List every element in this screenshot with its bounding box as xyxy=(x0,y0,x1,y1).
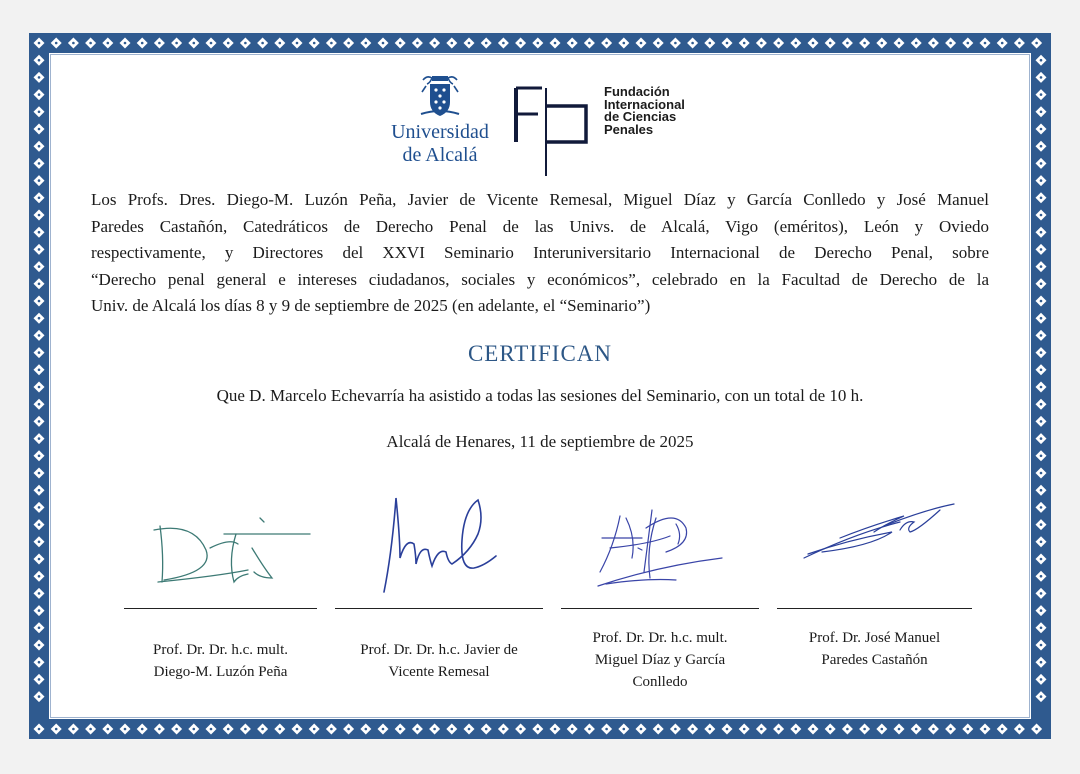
signatory-line: Prof. Dr. Dr. h.c. Javier de xyxy=(360,642,518,658)
signatory-paredes xyxy=(777,627,972,671)
intro-line: Paredes Castañón, Catedráticos de Derecho Penal de las Univs. de Alcalá, Vigo (eméritos), León y Oviedo xyxy=(91,216,989,236)
signatory-line: Paredes Castañón xyxy=(821,652,928,668)
signatory-line: Vicente Remesal xyxy=(388,664,490,680)
foundation-name-line2: Internacional xyxy=(604,96,685,112)
signatory-luzon xyxy=(124,639,317,683)
foundation-name-line4: Penales xyxy=(604,121,654,137)
signature-paredes xyxy=(800,488,960,596)
signature-line xyxy=(777,608,972,609)
signatory-line: Miguel Díaz y García xyxy=(594,652,726,668)
foundation-logo xyxy=(510,84,710,176)
signatory-line: Prof. Dr. Dr. h.c. mult. xyxy=(153,642,288,658)
certifican-heading: CERTIFICAN xyxy=(467,341,613,366)
signature-line xyxy=(335,608,543,609)
foundation-name-line3: de Ciencias xyxy=(604,109,677,124)
signatory-line: Prof. Dr. José Manuel xyxy=(808,630,941,646)
university-logo xyxy=(385,72,495,170)
signature-line xyxy=(561,608,759,609)
foundation-name xyxy=(604,86,714,136)
intro-line: Los Profs. Dres. Diego-M. Luzón Peña, Javier de Vicente Remesal, Miguel Díaz y García Conlledo y José Manuel xyxy=(91,190,989,209)
place-and-date: Alcalá de Henares, 11 de septiembre de 2025 xyxy=(386,432,694,451)
signatory-line: Conlledo xyxy=(632,674,688,690)
signature-vicente xyxy=(370,488,510,596)
signatory-line: Diego-M. Luzón Peña xyxy=(153,664,288,680)
university-name-line1: Universidad xyxy=(391,121,489,143)
signature-diaz xyxy=(590,488,740,596)
foundation-name-line1: Fundación xyxy=(604,84,670,99)
signatory-line: Prof. Dr. Dr. h.c. mult. xyxy=(592,630,728,646)
university-crest-icon xyxy=(385,72,495,122)
certification-statement: Que D. Marcelo Echevarría ha asistido a todas las sesiones del Seminario, con un total de 10 h. xyxy=(216,386,864,405)
signature-line xyxy=(124,608,317,609)
intro-line: “Derecho penal general e intereses ciudadanos, sociales y económicos”, celebrado en la Facultad de Derecho de la xyxy=(91,269,989,289)
certificate-intro xyxy=(91,187,989,320)
intro-line: Univ. de Alcalá los días 8 y 9 de septiembre de 2025 (en adelante, el “Seminario”) xyxy=(91,296,651,315)
university-name-line2: de Alcalá xyxy=(402,144,478,166)
signatory-vicente xyxy=(335,639,543,683)
foundation-mark-icon xyxy=(510,84,600,176)
signatory-diaz xyxy=(561,627,759,693)
intro-line: respectivamente, y Directores del XXVI Seminario Interuniversitario Internacional de Derecho Penal, sobre xyxy=(91,243,989,262)
university-name xyxy=(385,121,495,167)
signature-luzon xyxy=(140,488,320,596)
